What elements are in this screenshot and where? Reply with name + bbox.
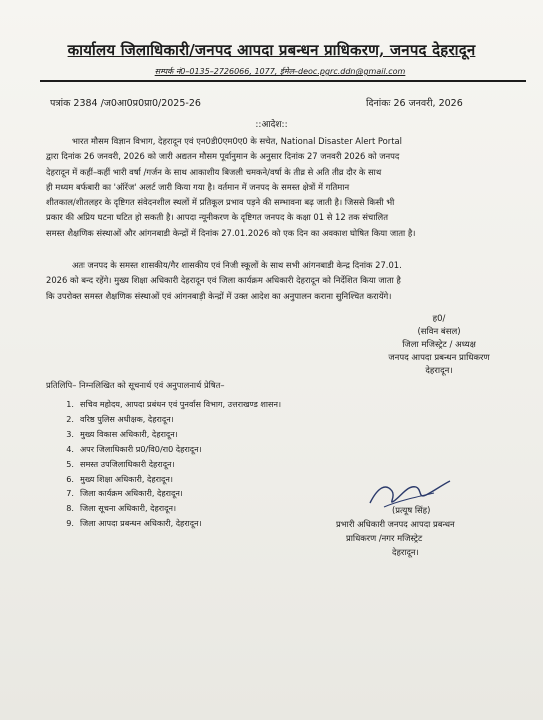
- list-item: 1. सचिव महोदय, आपदा प्रबंधन एवं पुनर्वास विभाग, उत्तराखण्ड शासन।: [66, 399, 282, 409]
- paragraph-line: भारत मौसम विज्ञान विभाग, देहरादून एवं एन0डी0एम0ए0 के सचेत, National Disaster Alert Portal: [72, 136, 402, 146]
- paragraph-line: 2026 को बन्द रहेंगे। मुख्य शिक्षा अधिकारी देहरादून एवं जिला कार्यक्रम अधिकारी देहरादून को निर्देशित किया जाता है: [46, 275, 401, 286]
- paragraph-line: द्वारा दिनांक 26 जनवरी, 2026 को जारी अद्यतन मौसम पूर्वानुमान के अनुसार दिनांक 27 जनवरी 2026 को जनपद: [46, 151, 400, 162]
- paragraph-line: ही मध्यम बर्फबारी का 'ऑरेंज' अलर्ट जारी किया गया है। वर्तमान में जनपद के समस्त क्षेत्रों में गतिमान: [46, 181, 350, 192]
- contact-line: सम्पर्क नं0–0135–2726066, 1077, ईमेल–deoc.pgrc.ddn@gmail.com: [154, 67, 406, 76]
- signatory-name: (प्रत्यूष सिंह): [392, 505, 431, 515]
- signed-initial: ह0/: [432, 314, 446, 324]
- list-item: 8. जिला सूचना अधिकारी, देहरादून।: [66, 503, 177, 514]
- paragraph-line: प्रकार की अप्रिय घटना घटित हो सकती है। आपदा न्यूनीकरण के दृष्टिगत जनपद के कक्षा 01 से 12 तक संचालित: [46, 212, 389, 223]
- paragraph-line: समस्त शैक्षणिक संस्थाओं और आंगनबाडी केन्द्रों में दिनांक 27.01.2026 को एक दिन का अवकाश घोषित किया जाता है।: [46, 227, 416, 238]
- signatory-place: देहरादून।: [392, 547, 419, 557]
- copy-to-heading: प्रतिलिपि– निम्नलिखित को सूचनार्थ एवं अनुपालनार्थ प्रेषित–: [46, 380, 225, 390]
- paragraph-line: देहरादून में कहीं–कहीं भारी वर्षा /गर्जन के साथ आकाशीय बिजली चमकने/वर्षा के तीव्र से अति तीव्र दौर के साथ: [46, 166, 382, 177]
- header-divider: [40, 80, 526, 82]
- list-item: 7. जिला कार्यक्रम अधिकारी, देहरादून।: [66, 488, 183, 499]
- signature-block-officer-in-charge: [336, 503, 526, 559]
- signature-block-district-magistrate: [354, 313, 524, 378]
- signatory-place: देहरादून।: [425, 366, 453, 376]
- issue-date: दिनांकः 26 जनवरी, 2026: [366, 98, 463, 109]
- list-item: 9. जिला आपदा प्रबन्धन अधिकारी, देहरादून।: [66, 518, 202, 529]
- paragraph-line: अतः जनपद के समस्त शासकीय/गैर शासकीय एवं निजी स्कूलों के साथ सभी आंगनबाडी केन्द्र दिनांक 27.01.: [72, 260, 402, 270]
- reference-number: पत्रांक 2384 /ज0आ0प्र0प्रा0/2025-26: [50, 98, 201, 109]
- paragraph-line: शीतकाल/शीतलहर के दृष्टिगत संवेदनशील स्थलों में प्रतिकूल प्रभाव पड़ने की सम्भावना बढ़ जाती है। जिससे किसी भी: [46, 197, 395, 208]
- list-item: 5. समस्त उपजिलाधिकारी देहरादून।: [66, 458, 175, 469]
- signatory-title: प्राधिकरण /नगर मजिस्ट्रेट: [346, 533, 423, 543]
- signatory-name: (सविन बंसल): [417, 327, 461, 337]
- order-heading: ::आदेश::: [255, 120, 288, 130]
- signatory-title: जिला मजिस्ट्रेट / अध्यक्ष: [402, 340, 476, 350]
- list-item: 3. मुख्य विकास अधिकारी, देहरादून।: [66, 428, 178, 439]
- header-title-city: देहरादून: [432, 41, 476, 59]
- list-item: 6. मुख्य शिक्षा अधिकारी, देहरादून।: [66, 473, 173, 484]
- signatory-title: प्रभारी अधिकारी जनपद आपदा प्रबन्धन: [336, 519, 455, 529]
- list-item: 4. अपर जिलाधिकारी प्र0/वि0/रा0 देहरादून।: [66, 443, 202, 454]
- paragraph-line: कि उपरोक्त समस्त शैक्षणिक संस्थाओं एवं आंगनबाड़ी केन्द्रों में उक्त आदेश का अनुपालन कराना सुनिश्चित करायेंगे।: [46, 290, 392, 301]
- signatory-org: जनपद आपदा प्रबन्धन प्राधिकरण: [388, 353, 490, 363]
- header-title-main: कार्यालय जिलाधिकारी/जनपद आपदा प्रबन्धन प्राधिकरण, जनपद: [67, 41, 433, 59]
- order-paragraph-1: [46, 134, 520, 241]
- office-header-title: [20, 40, 523, 60]
- list-item: 2. वरिष्ठ पुलिस अधीक्षक, देहरादून।: [66, 413, 174, 424]
- copy-to-list: [62, 397, 281, 531]
- order-paragraph-2: [46, 258, 520, 304]
